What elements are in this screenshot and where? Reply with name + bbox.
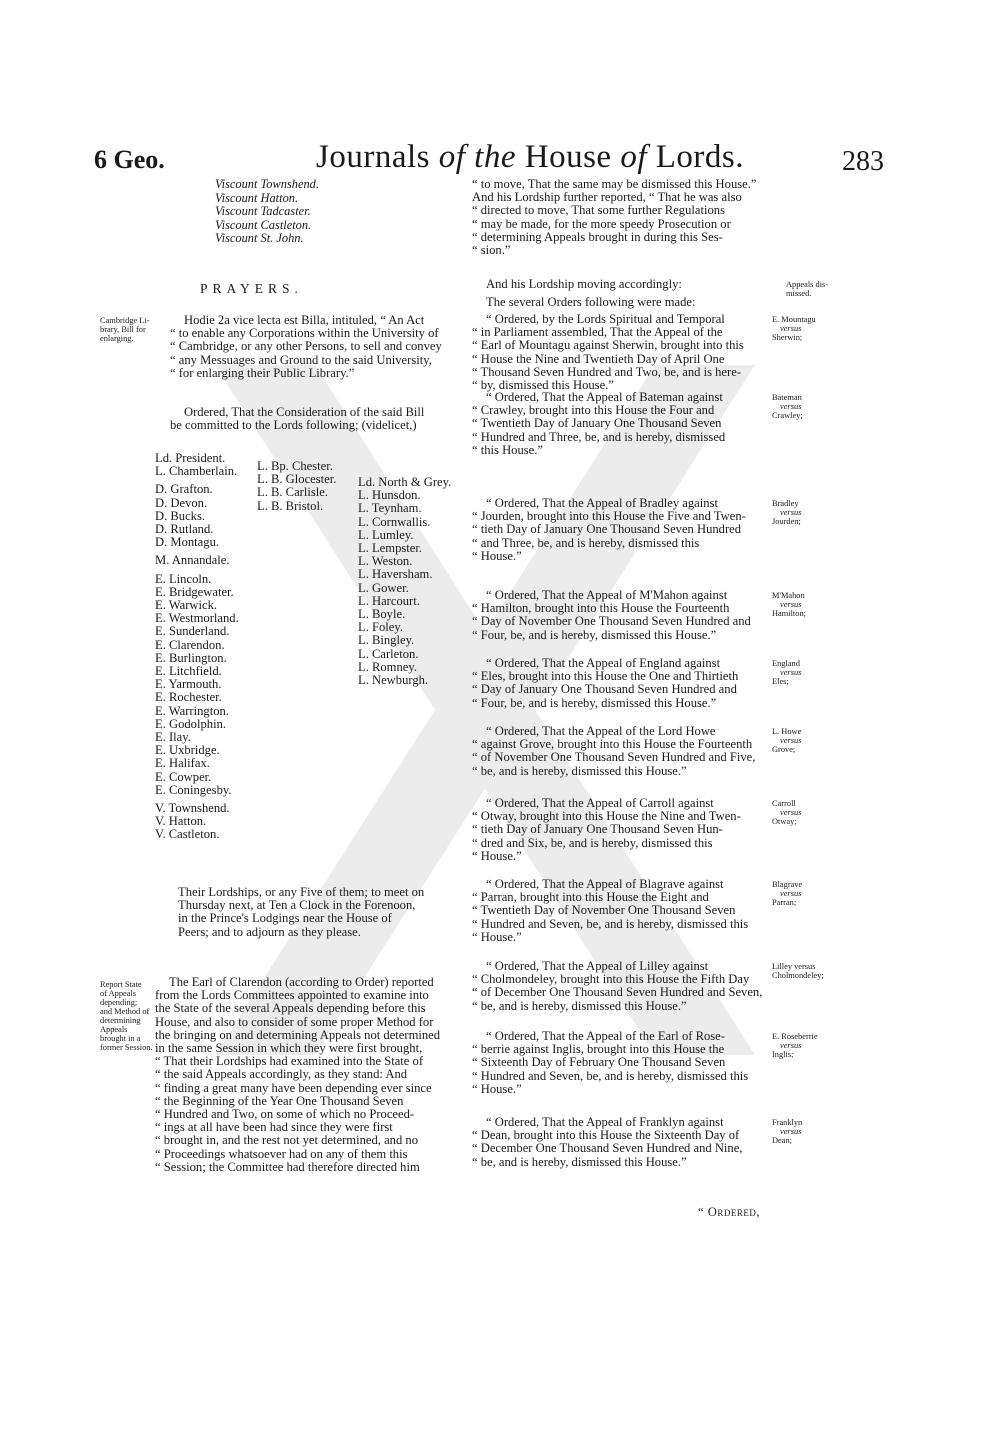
lord-entry: E. Lincoln. [155, 571, 212, 586]
lord-entry: L. Foley. [358, 620, 404, 635]
margin-note-appeal [772, 880, 802, 907]
margin-line: versus [780, 736, 802, 745]
margin-line: Blagrave [772, 880, 803, 889]
meeting-paragraph [178, 886, 468, 939]
appeal-order [472, 497, 772, 563]
text-line: “ House the Nine and Twentieth Day of April One [472, 351, 725, 366]
text-line: “ Ordered, That the Appeal of Franklyn against [486, 1115, 724, 1129]
text-line: the State of the several Appeals depending before this [155, 1001, 426, 1016]
text-line: “ sion.” [472, 243, 511, 258]
lord-entry: L. Bingley. [358, 633, 415, 648]
text-line: “ December One Thousand Seven Hundred and Nine, [472, 1141, 743, 1156]
lord-entry: V. Townshend. [155, 801, 230, 816]
text-line: “ Ordered, That the Appeal of Bradley against [486, 496, 718, 510]
text-line: “ Ordered, That the Appeal of Bateman against [486, 390, 723, 404]
margin-line: and Method of [100, 1007, 150, 1016]
margin-line: versus [780, 668, 802, 677]
lord-entry: L. B. Glocester. [257, 472, 337, 487]
margin-line: Grove; [772, 745, 796, 754]
margin-note-appeal [772, 591, 806, 618]
lord-entry: L. Haversham. [358, 567, 433, 582]
text-line: “ House.” [472, 548, 522, 563]
text-line: Hodie 2a vice lecta est Billa, intituled, “ An Act [184, 313, 425, 327]
text-line: “ Ordered, That the Appeal of M'Mahon against [486, 588, 728, 602]
lords-list-3 [358, 476, 451, 687]
lord-entry: L. Hunsdon. [358, 488, 421, 503]
lord-entry: L. B. Carlisle. [257, 485, 329, 500]
lord-entry: L. Gower. [358, 580, 409, 595]
text-line: “ Hamilton, brought into this House the Fourteenth [472, 601, 730, 616]
text-line: “ Thousand Seven Hundred and Two, be, and is here- [472, 364, 742, 379]
lord-entry: L. Carleton. [358, 646, 419, 661]
margin-note-appeal [772, 962, 824, 980]
margin-note-appeal [772, 499, 801, 526]
text-line: “ of November One Thousand Seven Hundred and Five, [472, 750, 756, 765]
margin-line: of Appeals [100, 989, 137, 998]
lord-entry: D. Rutland. [155, 522, 214, 537]
text-line: “ be, and is hereby, dismissed this House.” [472, 998, 687, 1013]
margin-line: Cambridge Li- [100, 316, 150, 325]
text-line: in the same Session in which they were first brought, [155, 1041, 423, 1056]
margin-note-cambridge [100, 316, 150, 343]
margin-line: versus [780, 808, 802, 817]
margin-note-appeal [772, 727, 801, 754]
text-line: “ Sixteenth Day of February One Thousand Seven [472, 1055, 726, 1070]
report-paragraph [155, 976, 465, 1174]
lord-entry: L. B. Bristol. [257, 498, 324, 513]
margin-line: Cholmondeley; [772, 971, 824, 980]
lord-entry: E. Warrington. [155, 703, 229, 718]
lord-entry: E. Burlington. [155, 650, 227, 665]
lord-entry: E. Ilay. [155, 730, 191, 745]
lord-entry: M. Annandale. [155, 553, 230, 568]
text-line: “ tieth Day of January One Thousand Seven Hun- [472, 822, 723, 837]
text-line: “ House.” [472, 929, 522, 944]
ordered-committee [170, 406, 460, 432]
margin-line: versus [780, 600, 802, 609]
lord-entry: E. Clarendon. [155, 637, 225, 652]
text-line: “ for enlarging their Public Library.” [170, 365, 355, 380]
margin-line: versus [780, 324, 802, 333]
viscount-entry: Viscount Hatton. [215, 190, 299, 205]
lord-entry: L. Lumley. [358, 527, 414, 542]
margin-note-appeal [772, 1118, 802, 1145]
text-line: “ Ordered, That the Appeal of Blagrave against [486, 877, 724, 891]
text-line: “ against Grove, brought into this House the Fourteenth [472, 737, 753, 752]
catchword: “ Ordered, [698, 1205, 760, 1219]
text-line: from the Lords Committees appointed to examine into [155, 988, 429, 1003]
report-continued [472, 178, 772, 257]
lord-entry: E. Halifax. [155, 756, 210, 771]
lord-entry: L. Newburgh. [358, 673, 429, 688]
lord-entry: E. Rochester. [155, 690, 222, 705]
lord-entry: E. Litchfield. [155, 664, 222, 679]
text-line: “ be, and is hereby, dismissed this House.” [472, 1154, 687, 1169]
text-line: “ brought in, and the rest not yet determined, and no [155, 1133, 418, 1148]
lord-entry: L. Boyle. [358, 607, 406, 622]
text-line: “ Ordered, That the Appeal of England against [486, 656, 721, 670]
appeal-order [472, 1116, 772, 1169]
text-line: Thursday next, at Ten a Clock in the Forenoon, [178, 898, 416, 913]
appeal-order [472, 313, 772, 392]
margin-note-appeal [772, 1032, 818, 1059]
bill-paragraph [170, 314, 460, 380]
text-line: “ Ordered, That the Appeal of the Earl of Rose- [486, 1029, 725, 1043]
lords-list-1 [155, 452, 239, 842]
margin-line: Bradley [772, 499, 799, 508]
appeal-order [472, 960, 772, 1013]
lord-entry: E. Sunderland. [155, 624, 230, 639]
text-line: “ Cambridge, or any other Persons, to sell and convey [170, 339, 442, 354]
text-line: House, and also to consider of some proper Method for [155, 1014, 434, 1029]
margin-line: versus [780, 889, 802, 898]
lord-entry: E. Westmorland. [155, 611, 239, 626]
appeal-order [472, 725, 772, 778]
text-line: The Earl of Clarendon (according to Order) reported [169, 975, 434, 989]
text-line: “ Hundred and Two, on some of which no Proceed- [155, 1107, 415, 1122]
margin-line: former Session. [100, 1043, 153, 1052]
text-line: “ in Parliament assembled, That the Appeal of the [472, 325, 723, 340]
text-line: “ to move, That the same may be dismissed this House.” [472, 177, 757, 191]
text-line: “ Day of January One Thousand Seven Hundred and [472, 682, 737, 697]
margin-line: Franklyn [772, 1118, 803, 1127]
text-line: “ Ordered, That the Appeal of Lilley against [486, 959, 709, 973]
margin-line: Lilley versus [772, 962, 816, 971]
viscount-entry: Viscount Tadcaster. [215, 204, 311, 219]
lord-entry: L. Bp. Chester. [257, 459, 333, 473]
margin-line: Jourden; [772, 517, 801, 526]
margin-note-report [100, 980, 153, 1052]
lord-entry: E. Uxbridge. [155, 743, 220, 758]
text-line: “ Four, be, and is hereby, dismissed this House.” [472, 695, 717, 710]
text-line: “ Twentieth Day of January One Thousand Seven [472, 416, 722, 431]
text-line: “ dred and Six, be, and is hereby, dismissed this [472, 835, 713, 850]
running-title: Journals of the House of Lords. [316, 139, 744, 175]
margin-note-appeal [772, 659, 801, 686]
margin-line: E. Mountagu [772, 315, 816, 324]
orders-made-line: The several Orders following were made: [486, 295, 696, 309]
margin-note-appeal [772, 315, 816, 342]
appeal-order [472, 1030, 772, 1096]
text-line: “ by, dismissed this House.” [472, 378, 614, 393]
text-line: “ Earl of Mountagu against Sherwin, brought into this [472, 338, 744, 353]
viscount-entry: Viscount Townshend. [215, 177, 319, 191]
margin-line: Report State [100, 980, 142, 989]
lord-entry: D. Montagu. [155, 535, 220, 550]
section-heading-prayers: PRAYERS. [200, 281, 303, 296]
margin-line: Parran; [772, 898, 797, 907]
text-line: “ Hundred and Three, be, and is hereby, dismissed [472, 429, 726, 444]
margin-line: Crawley; [772, 411, 803, 420]
margin-line: L. Howe [772, 727, 802, 736]
lord-entry: L. Teynham. [358, 501, 422, 516]
lord-entry: Ld. North & Grey. [358, 475, 452, 489]
margin-line: versus [780, 1041, 802, 1050]
lord-entry: L. Lempster. [358, 541, 423, 556]
margin-line: brary, Bill for [100, 325, 146, 334]
appeal-order [472, 589, 772, 642]
margin-line: Eles; [772, 677, 789, 686]
margin-line: versus [780, 1127, 802, 1136]
text-line: “ Crawley, brought into this House the Four and [472, 403, 715, 418]
margin-line: Bateman [772, 393, 802, 402]
page-number: 283 [842, 146, 884, 177]
text-line: be committed to the Lords following; (videlicet,) [170, 418, 417, 433]
appeal-order [472, 797, 772, 863]
margin-line: versus [780, 402, 802, 411]
text-line: Their Lordships, or any Five of them; to meet on [178, 885, 425, 899]
text-line: “ any Messuages and Ground to the said University, [170, 352, 432, 367]
text-line: “ Parran, brought into this House the Eight and [472, 890, 709, 905]
text-line: “ this House.” [472, 442, 543, 457]
text-line: “ House.” [472, 1081, 522, 1096]
lord-entry: D. Grafton. [155, 482, 213, 497]
text-line: “ Jourden, brought into this House the Five and Twen- [472, 509, 746, 524]
lord-entry: E. Cowper. [155, 769, 212, 784]
text-line: “ Hundred and Seven, be, and is hereby, dismissed this [472, 916, 749, 931]
text-line: “ Proceedings whatsoever had on any of them this [155, 1146, 408, 1161]
lord-entry: D. Devon. [155, 495, 208, 510]
text-line: And his Lordship further reported, “ That he was also [472, 190, 742, 205]
lord-entry: E. Coningesby. [155, 782, 232, 797]
viscount-entry: Viscount Castleton. [215, 217, 312, 232]
margin-line: M'Mahon [772, 591, 805, 600]
lord-entry: E. Godolphin. [155, 716, 227, 731]
margin-note-appeal [772, 393, 803, 420]
margin-note-appeals [786, 280, 828, 298]
lord-entry: V. Hatton. [155, 814, 207, 829]
moving-line: And his Lordship moving accordingly: [486, 277, 682, 291]
text-line: the bringing on and determining Appeals not determined [155, 1027, 441, 1042]
margin-line: Appeals dis- [786, 280, 829, 289]
text-line: “ Day of November One Thousand Seven Hundred and [472, 614, 751, 629]
lord-entry: L. Weston. [358, 554, 413, 569]
text-line: “ Hundred and Seven, be, and is hereby, dismissed this [472, 1068, 749, 1083]
appeal-order [472, 391, 772, 457]
margin-line: missed. [786, 289, 812, 298]
appeal-order [472, 657, 772, 710]
text-line: “ Four, be, and is hereby, dismissed this House.” [472, 627, 717, 642]
lord-entry: E. Yarmouth. [155, 677, 222, 692]
text-line: Peers; and to adjourn as they please. [178, 924, 361, 939]
lord-entry: V. Castleton. [155, 827, 220, 842]
lord-entry: Ld. President. [155, 451, 226, 465]
text-line: “ Otway, brought into this House the Nine and Twen- [472, 809, 741, 824]
text-line: Ordered, That the Consideration of the said Bill [184, 405, 425, 419]
text-line: “ to enable any Corporations within the University of [170, 326, 439, 341]
margin-line: Carroll [772, 799, 796, 808]
text-line: “ finding a great many have been depending ever since [155, 1080, 432, 1095]
text-line: “ Dean, brought into this House the Sixteenth Day of [472, 1128, 740, 1143]
text-line: “ Eles, brought into this House the One and Thirtieth [472, 669, 739, 684]
lord-entry: L. Cornwallis. [358, 514, 431, 529]
lord-entry: L. Chamberlain. [155, 464, 238, 479]
margin-line: Hamilton; [772, 609, 806, 618]
margin-line: Appeals [100, 1025, 128, 1034]
margin-line: depending; [100, 998, 138, 1007]
lord-entry: L. Romney. [358, 659, 417, 674]
margin-line: Dean; [772, 1136, 792, 1145]
text-line: “ Ordered, That the Appeal of the Lord Howe [486, 724, 716, 738]
margin-line: determining [100, 1016, 141, 1025]
margin-line: E. Roseberrie [772, 1032, 818, 1041]
text-line: “ of December One Thousand Seven Hundred and Seven, [472, 985, 763, 1000]
viscounts-top [215, 178, 319, 246]
text-line: “ directed to move, That some further Regulations [472, 203, 725, 218]
text-line: “ Cholmondeley, brought into this House the Fifth Day [472, 972, 750, 987]
appeal-order [472, 878, 772, 944]
margin-line: Sherwin; [772, 333, 803, 342]
text-line: “ the Beginning of the Year One Thousand Seven [155, 1093, 404, 1108]
text-line: “ berrie against Inglis, brought into this House the [472, 1042, 725, 1057]
session-label: 6 Geo. [94, 145, 165, 174]
text-line: “ determining Appeals brought in during this Ses- [472, 229, 723, 244]
text-line: “ ings at all have been had since they were first [155, 1120, 393, 1135]
text-line: “ the said Appeals accordingly, as they stand: And [155, 1067, 408, 1082]
margin-line: Inglis; [772, 1050, 794, 1059]
lord-entry: D. Bucks. [155, 508, 206, 523]
margin-line: brought in a [100, 1034, 141, 1043]
text-line: “ may be made, for the more speedy Prosecution or [472, 216, 731, 231]
text-line: “ Twentieth Day of November One Thousand Seven [472, 903, 736, 918]
margin-line: versus [780, 508, 802, 517]
viscount-entry: Viscount St. John. [215, 231, 304, 246]
lord-entry: L. Harcourt. [358, 593, 420, 608]
lord-entry: E. Warwick. [155, 598, 218, 613]
text-line: “ tieth Day of January One Thousand Seven Hundred [472, 522, 742, 537]
text-line: “ Session; the Committee had therefore directed him [155, 1159, 420, 1174]
text-line: in the Prince's Lodgings near the House of [178, 911, 392, 926]
lord-entry: E. Bridgewater. [155, 584, 234, 599]
text-line: “ Ordered, That the Appeal of Carroll against [486, 796, 714, 810]
text-line: “ House.” [472, 848, 522, 863]
lords-list-2 [257, 460, 336, 513]
margin-line: Otway; [772, 817, 797, 826]
margin-line: enlarging. [100, 334, 134, 343]
text-line: “ be, and is hereby, dismissed this House.” [472, 763, 687, 778]
text-line: “ and Three, be, and is hereby, dismissed this [472, 535, 700, 550]
margin-note-appeal [772, 799, 801, 826]
text-line: “ That their Lordships had examined into the State of [155, 1054, 424, 1069]
text-line: “ Ordered, by the Lords Spiritual and Temporal [486, 312, 725, 326]
margin-line: England [772, 659, 800, 668]
